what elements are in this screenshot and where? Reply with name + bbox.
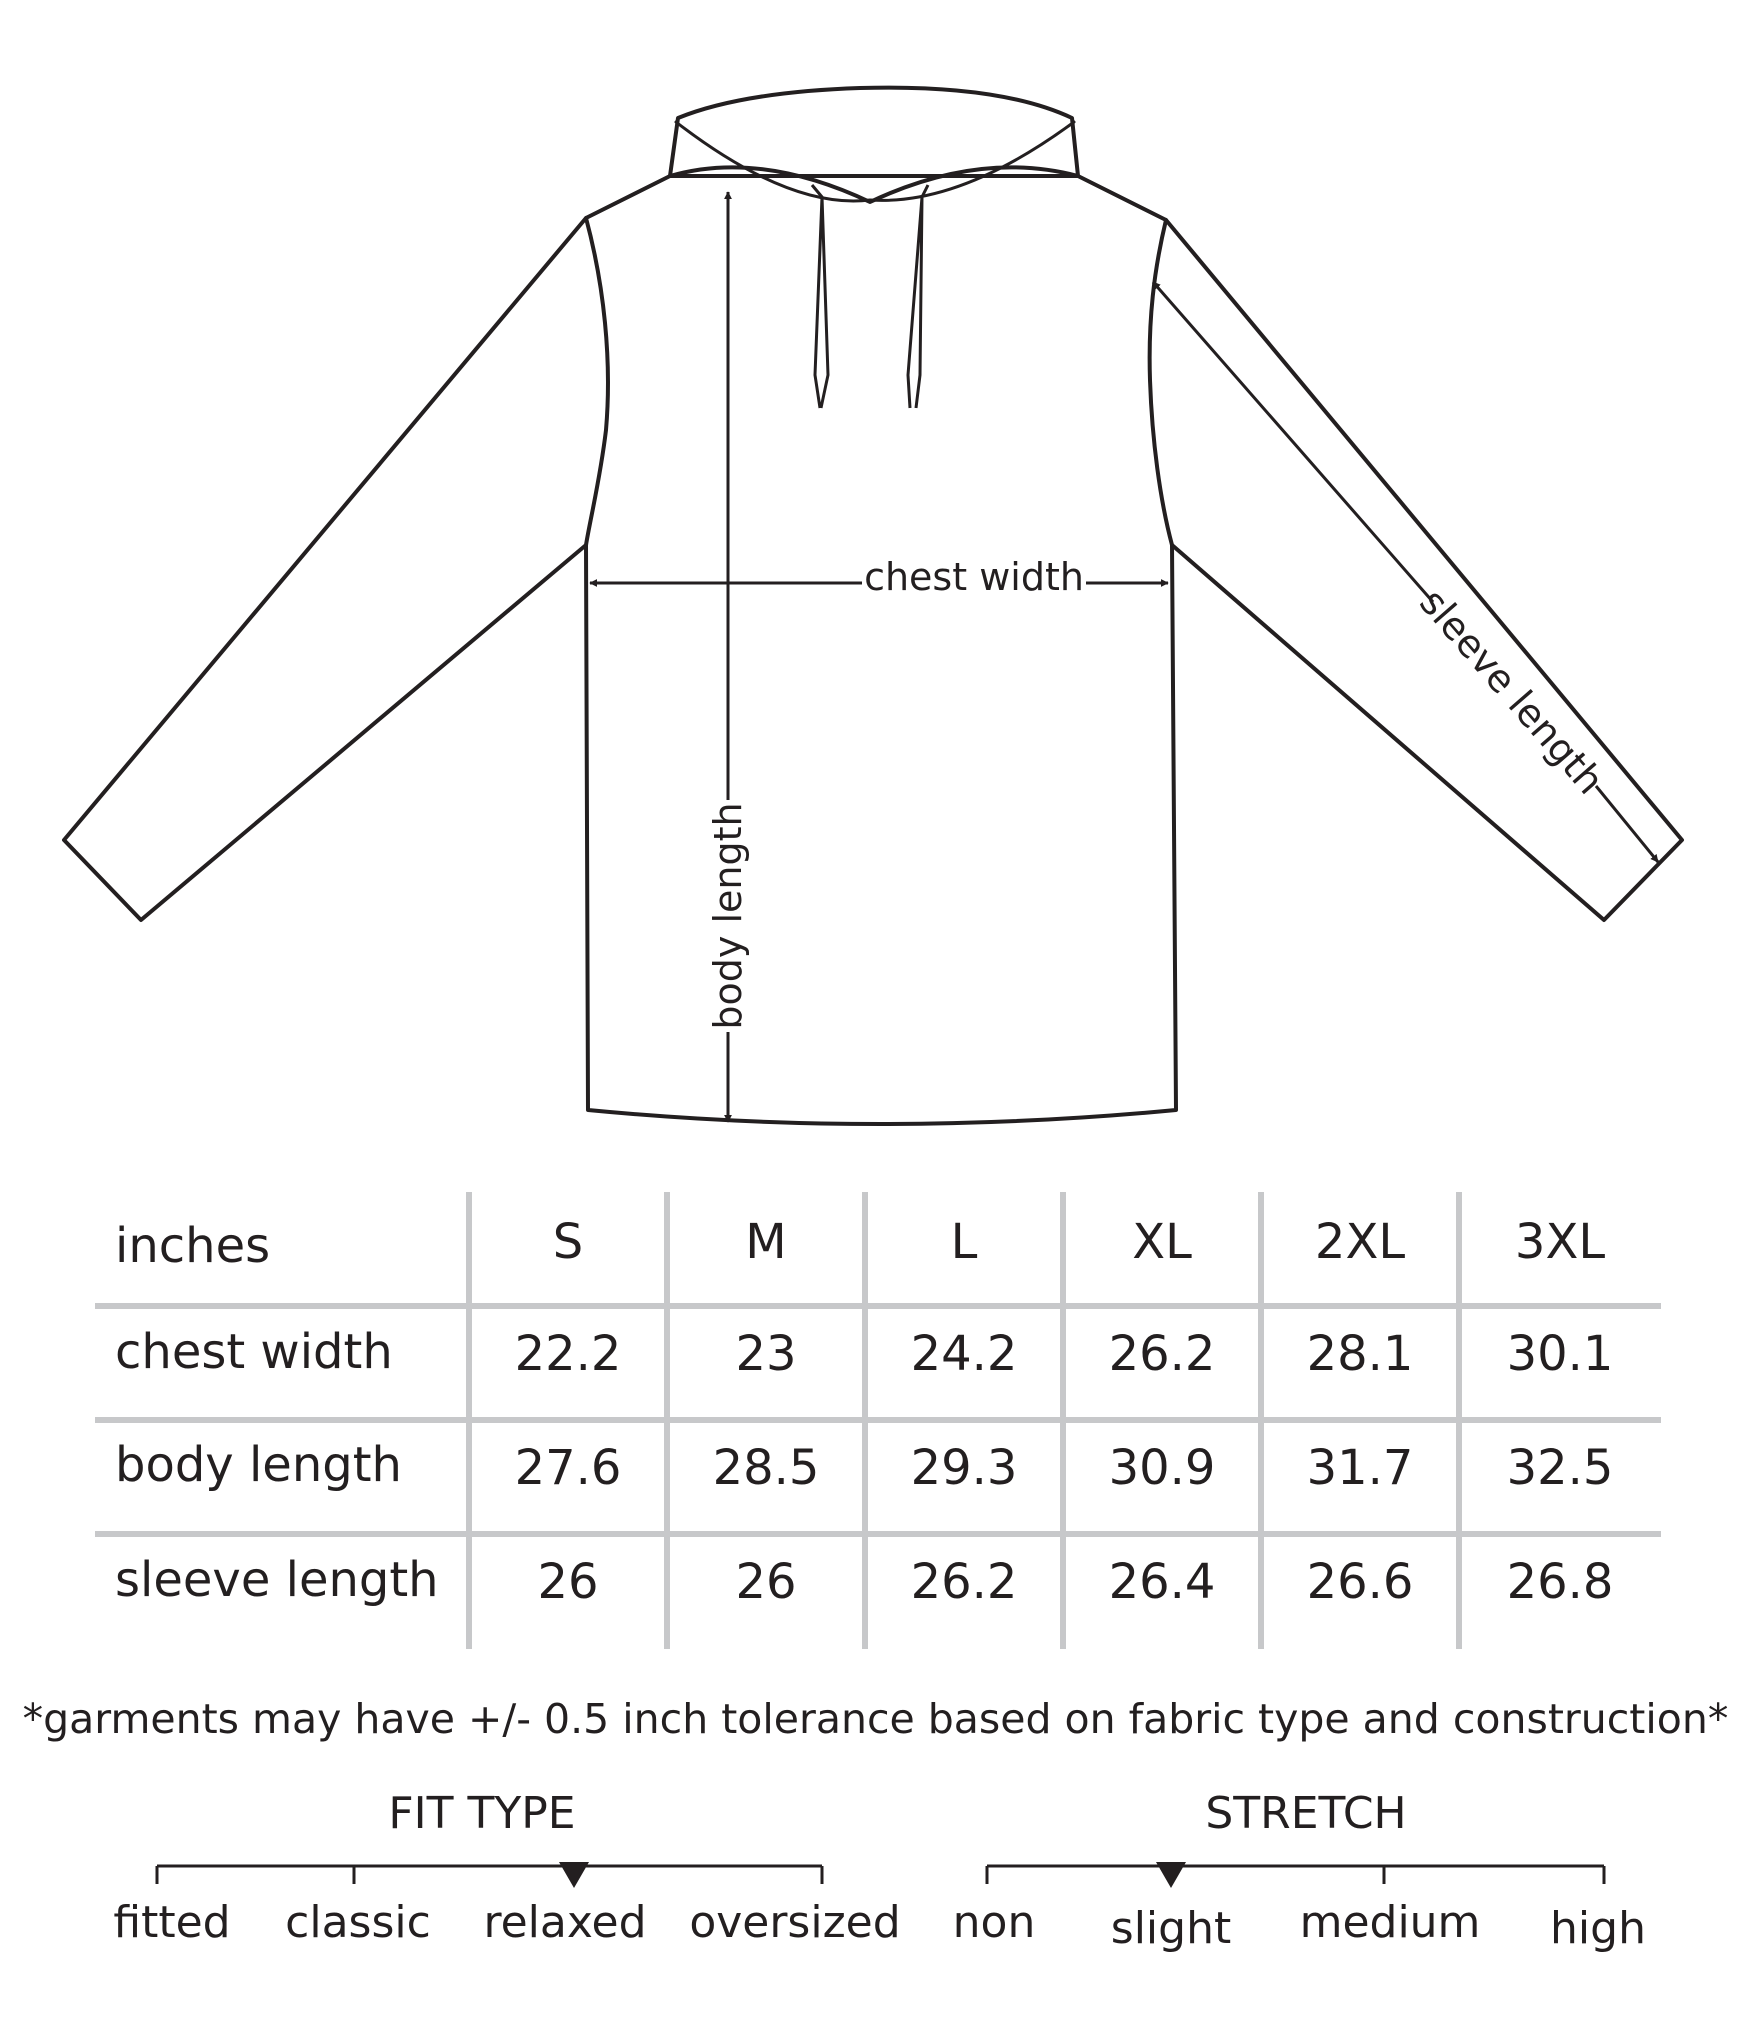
stretch-option-high: high	[1550, 1903, 1646, 1954]
chest-width-label: chest width	[864, 555, 1084, 599]
table-cell: 30.1	[1506, 1326, 1614, 1382]
fit-option-fitted: fitted	[113, 1897, 231, 1948]
row-label: chest width	[115, 1324, 393, 1380]
fit-type-selected-marker	[559, 1862, 589, 1888]
table-cell: 23	[735, 1326, 797, 1382]
stretch-option-slight: slight	[1110, 1903, 1232, 1954]
table-cell: 24.2	[910, 1326, 1018, 1382]
hoodie-hood	[670, 88, 1078, 202]
body-length-label: body length	[706, 802, 750, 1030]
table-cell: 26.2	[910, 1554, 1018, 1610]
stretch-option-non: non	[952, 1897, 1036, 1948]
unit-label: inches	[115, 1218, 271, 1274]
fit-option-relaxed: relaxed	[483, 1897, 647, 1948]
stretch-option-medium: medium	[1299, 1897, 1481, 1948]
hoodie-right-sleeve	[1166, 220, 1682, 920]
sleeve-length-label: sleeve length	[1411, 580, 1613, 803]
hood-opening	[676, 122, 1074, 201]
table-cell: 26.2	[1108, 1326, 1216, 1382]
hoodie-left-sleeve	[64, 218, 586, 920]
table-cell: 32.5	[1506, 1440, 1614, 1496]
table-cell: 26.6	[1306, 1554, 1414, 1610]
left-drawstring	[812, 185, 828, 408]
table-cell: 30.9	[1108, 1440, 1216, 1496]
table-cell: 26.4	[1108, 1554, 1216, 1610]
fit-type-scale	[157, 1866, 822, 1884]
stretch-scale	[987, 1866, 1604, 1884]
sleeve-arrow-top	[1153, 282, 1433, 602]
right-drawstring	[908, 185, 928, 408]
stretch-selected-marker	[1156, 1862, 1186, 1888]
row-label: sleeve length	[115, 1552, 439, 1608]
stretch-title: STRETCH	[1205, 1788, 1407, 1839]
table-cell: 26.8	[1506, 1554, 1614, 1610]
table-cell: 31.7	[1306, 1440, 1414, 1496]
size-header: XL	[1132, 1214, 1192, 1270]
fit-option-classic: classic	[285, 1897, 431, 1948]
table-cell: 27.6	[514, 1440, 622, 1496]
table-cell: 28.5	[712, 1440, 820, 1496]
table-cell: 29.3	[910, 1440, 1018, 1496]
table-cell: 22.2	[514, 1326, 622, 1382]
fit-option-oversized: oversized	[689, 1897, 901, 1948]
table-cell: 28.1	[1306, 1326, 1414, 1382]
size-header: 2XL	[1314, 1214, 1406, 1270]
size-header: L	[950, 1214, 978, 1270]
row-label: body length	[115, 1437, 402, 1493]
size-header: M	[745, 1214, 787, 1270]
fit-type-title: FIT TYPE	[388, 1788, 576, 1839]
tolerance-footnote: *garments may have +/- 0.5 inch tolerance based on fabric type and construction*	[22, 1695, 1729, 1743]
table-cell: 26	[735, 1554, 797, 1610]
size-table	[95, 1188, 1661, 1653]
size-header: 3XL	[1514, 1214, 1606, 1270]
drawstrings	[812, 185, 928, 408]
table-cell: 26	[537, 1554, 599, 1610]
size-header: S	[552, 1214, 584, 1270]
hoodie-body	[586, 176, 1176, 1124]
